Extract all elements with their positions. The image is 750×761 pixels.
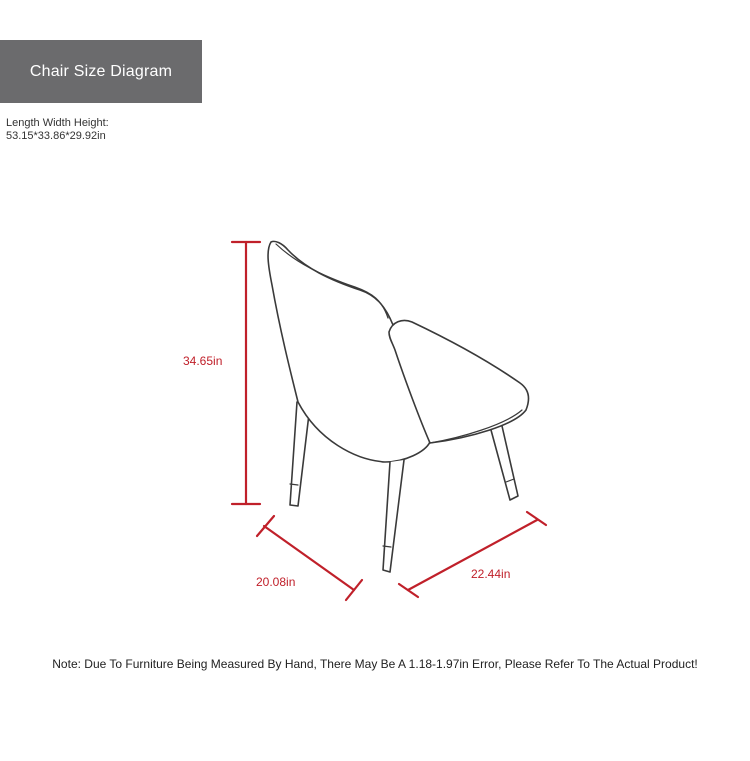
overall-dimensions-label: Length Width Height:: [6, 117, 109, 129]
disclaimer-note: Note: Due To Furniture Being Measured By Hand, There May Be A 1.18-1.97in Error, Please Refer To The Actual Product!: [52, 657, 698, 671]
chair-drawing: [268, 241, 528, 572]
page-title: Chair Size Diagram: [29, 62, 173, 80]
chair-leg-back-left: [290, 402, 309, 506]
depth-tick-end: [346, 580, 362, 600]
width-label: 22.44in: [471, 567, 511, 581]
height-label: 34.65in: [183, 354, 223, 368]
overall-dimensions-value: 53.15*33.86*29.92in: [6, 130, 106, 142]
depth-tick-start: [257, 516, 274, 536]
chair-leg-front: [383, 460, 404, 572]
chair-leg-back-right: [491, 426, 518, 500]
depth-label: 20.08in: [256, 575, 296, 589]
